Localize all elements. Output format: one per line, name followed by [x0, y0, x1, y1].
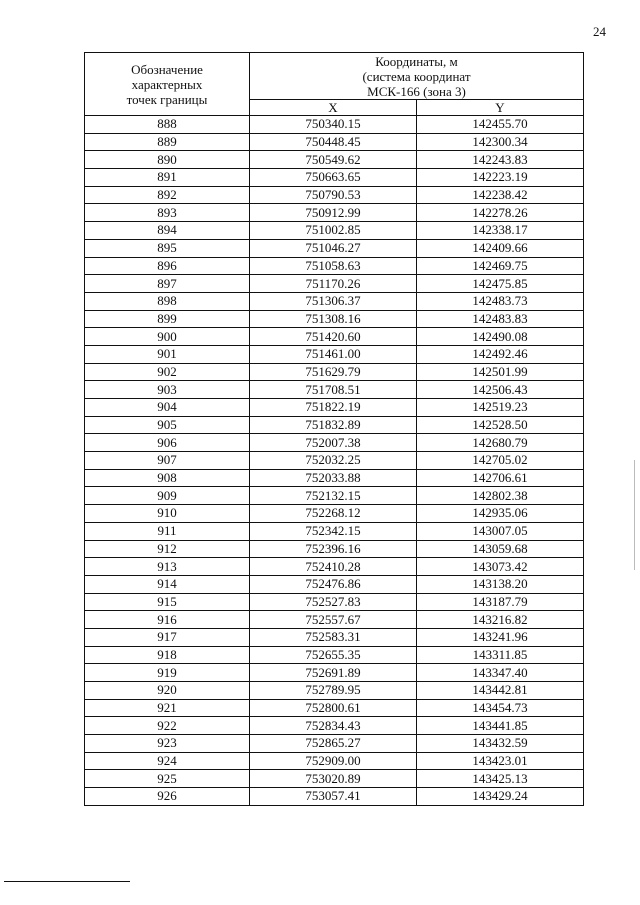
point-id-cell: 889 [85, 133, 250, 151]
point-id-cell: 893 [85, 204, 250, 222]
y-coordinate-cell: 143432.59 [417, 735, 584, 753]
table-row [85, 611, 584, 629]
x-coordinate-cell: 750663.65 [250, 169, 417, 187]
y-coordinate-cell: 142223.19 [417, 169, 584, 187]
point-id-cell: 901 [85, 345, 250, 363]
x-coordinate-cell: 751822.19 [250, 399, 417, 417]
y-coordinate-cell: 142506.43 [417, 381, 584, 399]
x-coordinate-cell: 752583.31 [250, 628, 417, 646]
x-coordinate-cell: 752476.86 [250, 575, 417, 593]
table-row [85, 752, 584, 770]
point-id-cell: 920 [85, 682, 250, 700]
y-coordinate-cell: 143138.20 [417, 575, 584, 593]
table-row [85, 540, 584, 558]
table-row [85, 257, 584, 275]
y-coordinate-cell: 143311.85 [417, 646, 584, 664]
point-id-cell: 896 [85, 257, 250, 275]
x-coordinate-cell: 752268.12 [250, 505, 417, 523]
table-row [85, 416, 584, 434]
y-coordinate-cell: 142802.38 [417, 487, 584, 505]
table-body [85, 116, 584, 806]
y-coordinate-cell: 142483.83 [417, 310, 584, 328]
point-id-cell: 905 [85, 416, 250, 434]
footnote-separator [4, 881, 130, 882]
y-coordinate-cell: 142409.66 [417, 239, 584, 257]
y-coordinate-cell: 143423.01 [417, 752, 584, 770]
y-coordinate-cell: 143442.81 [417, 682, 584, 700]
point-id-cell: 902 [85, 363, 250, 381]
table-row [85, 133, 584, 151]
y-coordinate-cell: 142519.23 [417, 399, 584, 417]
table-row [85, 186, 584, 204]
table-row [85, 363, 584, 381]
y-coordinate-cell: 142243.83 [417, 151, 584, 169]
y-coordinate-cell: 142706.61 [417, 469, 584, 487]
table-row [85, 593, 584, 611]
table-row [85, 239, 584, 257]
table-row [85, 628, 584, 646]
x-coordinate-cell: 751308.16 [250, 310, 417, 328]
x-coordinate-cell: 752032.25 [250, 452, 417, 470]
table-row [85, 222, 584, 240]
table-row [85, 505, 584, 523]
scan-edge-mark [634, 460, 635, 570]
x-coordinate-cell: 750912.99 [250, 204, 417, 222]
point-id-cell: 922 [85, 717, 250, 735]
point-id-cell: 888 [85, 116, 250, 134]
x-coordinate-cell: 752132.15 [250, 487, 417, 505]
y-coordinate-cell: 143429.24 [417, 788, 584, 806]
table-row [85, 646, 584, 664]
point-id-cell: 923 [85, 735, 250, 753]
point-id-cell: 911 [85, 522, 250, 540]
x-coordinate-cell: 751420.60 [250, 328, 417, 346]
y-coordinate-cell: 142705.02 [417, 452, 584, 470]
point-id-cell: 917 [85, 628, 250, 646]
x-coordinate-cell: 752033.88 [250, 469, 417, 487]
table-row [85, 699, 584, 717]
table-row [85, 399, 584, 417]
x-coordinate-cell: 752834.43 [250, 717, 417, 735]
point-id-cell: 891 [85, 169, 250, 187]
y-coordinate-cell: 143073.42 [417, 558, 584, 576]
x-coordinate-cell: 750340.15 [250, 116, 417, 134]
point-id-cell: 924 [85, 752, 250, 770]
x-coordinate-cell: 752342.15 [250, 522, 417, 540]
table-row [85, 310, 584, 328]
x-coordinate-cell: 751058.63 [250, 257, 417, 275]
x-coordinate-cell: 752007.38 [250, 434, 417, 452]
table-row [85, 664, 584, 682]
coordinates-header-line2: (система координат [362, 68, 471, 84]
y-coordinate-cell: 142501.99 [417, 363, 584, 381]
coordinates-header-line3: МСК-166 (зона 3) [367, 83, 466, 99]
point-id-cell: 897 [85, 275, 250, 293]
y-coordinate-cell: 143059.68 [417, 540, 584, 558]
table-row [85, 735, 584, 753]
y-coordinate-cell: 142455.70 [417, 116, 584, 134]
table-row [85, 116, 584, 134]
y-coordinate-cell: 142935.06 [417, 505, 584, 523]
coordinates-table [84, 52, 584, 806]
table-row [85, 770, 584, 788]
table-row [85, 345, 584, 363]
point-id-cell: 898 [85, 292, 250, 310]
x-coordinate-cell: 751832.89 [250, 416, 417, 434]
point-id-cell: 900 [85, 328, 250, 346]
table-row [85, 452, 584, 470]
y-coordinate-cell: 142238.42 [417, 186, 584, 204]
table-row [85, 275, 584, 293]
x-coordinate-cell: 752655.35 [250, 646, 417, 664]
x-coordinate-cell: 752410.28 [250, 558, 417, 576]
table-row [85, 292, 584, 310]
table-row [85, 487, 584, 505]
y-coordinate-cell: 143454.73 [417, 699, 584, 717]
point-id-cell: 914 [85, 575, 250, 593]
table-row [85, 151, 584, 169]
point-id-cell: 903 [85, 381, 250, 399]
y-coordinate-cell: 142483.73 [417, 292, 584, 310]
point-id-cell: 919 [85, 664, 250, 682]
x-coordinate-cell: 752396.16 [250, 540, 417, 558]
table-row [85, 328, 584, 346]
y-coordinate-cell: 142300.34 [417, 133, 584, 151]
x-coordinate-cell: 752789.95 [250, 682, 417, 700]
y-coordinate-cell: 142278.26 [417, 204, 584, 222]
x-coordinate-cell: 751461.00 [250, 345, 417, 363]
point-id-cell: 912 [85, 540, 250, 558]
table-row [85, 522, 584, 540]
x-coordinate-cell: 751002.85 [250, 222, 417, 240]
point-id-cell: 895 [85, 239, 250, 257]
x-coordinate-cell: 753057.41 [250, 788, 417, 806]
y-coordinate-cell: 143241.96 [417, 628, 584, 646]
y-coordinate-cell: 143425.13 [417, 770, 584, 788]
x-coordinate-cell: 752557.67 [250, 611, 417, 629]
point-id-cell: 892 [85, 186, 250, 204]
point-id-header-line1: Обозначение [131, 61, 203, 77]
table-row [85, 575, 584, 593]
y-coordinate-cell: 142475.85 [417, 275, 584, 293]
x-coordinate-cell: 750448.45 [250, 133, 417, 151]
point-id-cell: 910 [85, 505, 250, 523]
point-id-cell: 918 [85, 646, 250, 664]
table-row [85, 558, 584, 576]
point-id-cell: 908 [85, 469, 250, 487]
point-id-cell: 890 [85, 151, 250, 169]
y-coordinate-cell: 143187.79 [417, 593, 584, 611]
point-id-cell: 925 [85, 770, 250, 788]
y-coordinate-cell: 143441.85 [417, 717, 584, 735]
table-row [85, 717, 584, 735]
x-coordinate-cell: 751629.79 [250, 363, 417, 381]
x-coordinate-cell: 752800.61 [250, 699, 417, 717]
table-row [85, 169, 584, 187]
y-column-header: Y [417, 100, 584, 116]
x-coordinate-cell: 753020.89 [250, 770, 417, 788]
x-coordinate-cell: 752527.83 [250, 593, 417, 611]
point-id-cell: 894 [85, 222, 250, 240]
table-row [85, 788, 584, 806]
y-coordinate-cell: 142492.46 [417, 345, 584, 363]
y-coordinate-cell: 142528.50 [417, 416, 584, 434]
table-header [85, 53, 584, 116]
point-id-cell: 921 [85, 699, 250, 717]
y-coordinate-cell: 143216.82 [417, 611, 584, 629]
point-id-cell: 926 [85, 788, 250, 806]
table-row [85, 381, 584, 399]
y-coordinate-cell: 143007.05 [417, 522, 584, 540]
point-id-cell: 899 [85, 310, 250, 328]
x-coordinate-cell: 750790.53 [250, 186, 417, 204]
y-coordinate-cell: 142338.17 [417, 222, 584, 240]
y-coordinate-cell: 143347.40 [417, 664, 584, 682]
y-coordinate-cell: 142680.79 [417, 434, 584, 452]
point-id-cell: 909 [85, 487, 250, 505]
x-coordinate-cell: 752691.89 [250, 664, 417, 682]
x-coordinate-cell: 751046.27 [250, 239, 417, 257]
coordinates-header [250, 53, 584, 100]
x-coordinate-cell: 752909.00 [250, 752, 417, 770]
x-coordinate-cell: 752865.27 [250, 735, 417, 753]
point-id-cell: 916 [85, 611, 250, 629]
point-id-header-line2: характерных [131, 76, 203, 92]
y-coordinate-cell: 142469.75 [417, 257, 584, 275]
y-coordinate-cell: 142490.08 [417, 328, 584, 346]
x-coordinate-cell: 751170.26 [250, 275, 417, 293]
point-id-cell: 915 [85, 593, 250, 611]
x-coordinate-cell: 751708.51 [250, 381, 417, 399]
point-id-header-line3: точек границы [126, 91, 208, 107]
table-row [85, 469, 584, 487]
x-coordinate-cell: 751306.37 [250, 292, 417, 310]
x-coordinate-cell: 750549.62 [250, 151, 417, 169]
point-id-header [85, 53, 250, 116]
page-number: 24 [593, 24, 606, 39]
point-id-cell: 904 [85, 399, 250, 417]
table-row [85, 682, 584, 700]
point-id-cell: 913 [85, 558, 250, 576]
x-column-header: X [250, 100, 417, 116]
table-row [85, 204, 584, 222]
point-id-cell: 907 [85, 452, 250, 470]
point-id-cell: 906 [85, 434, 250, 452]
table-row [85, 434, 584, 452]
coordinates-header-line1: Координаты, м [375, 53, 458, 69]
